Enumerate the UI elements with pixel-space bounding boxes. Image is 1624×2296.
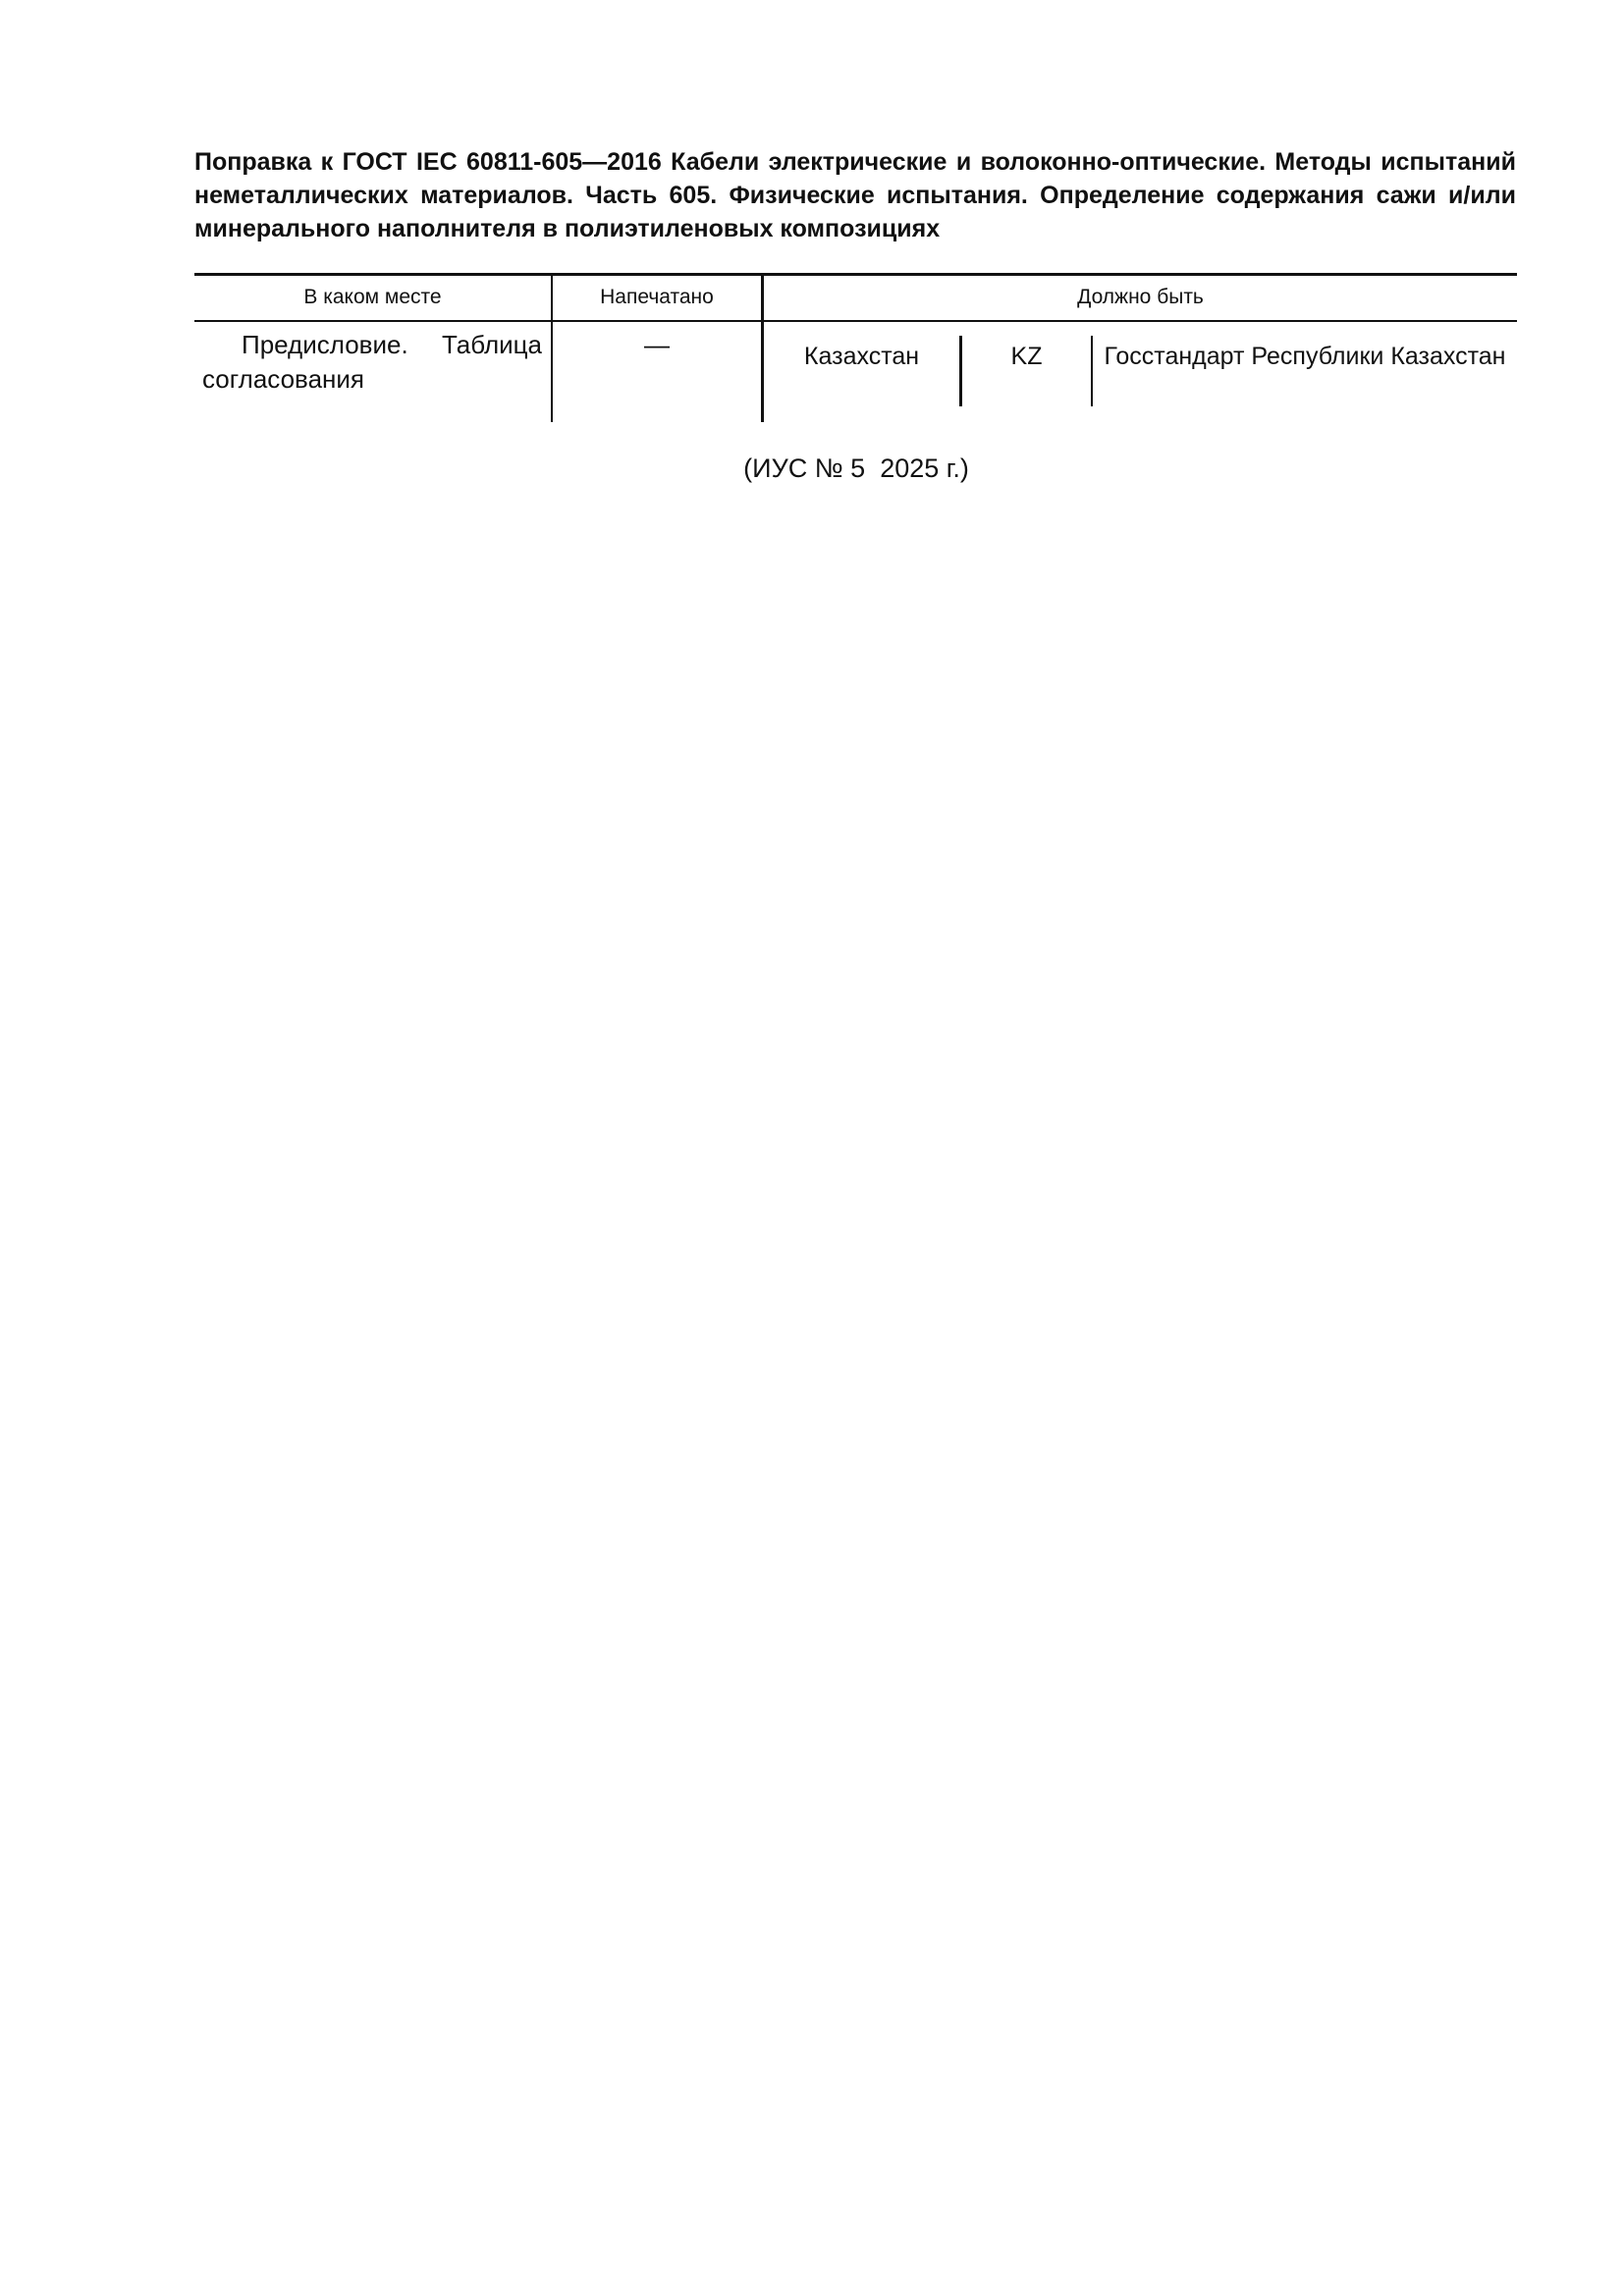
header-where: В каком месте: [303, 286, 442, 308]
cell-printed: —: [644, 330, 670, 359]
page-title: Поправка к ГОСТ IEC 60811-605—2016 Кабели электрические и волоконно-оптические. Методы испытаний неметаллических материалов. Часть 605. Физические испытания. Определение содержания сажи и/или минерального наполнителя в полиэтиленовых композициях: [194, 148, 1516, 242]
cell-country: Казахстан: [803, 343, 920, 370]
table-top-rule: [194, 273, 1517, 276]
ius-reference: (ИУС № 5 2025 г.): [743, 454, 969, 483]
header-printed: Напечатано: [600, 286, 714, 308]
amendment-table: [194, 273, 1517, 422]
cell-country-code: KZ: [1010, 343, 1043, 370]
header-should-be: Должно быть: [1077, 286, 1204, 308]
table-header-rule: [194, 320, 1517, 322]
cell-standards-body: Госстандарт Республики Казахстан: [1104, 343, 1506, 370]
cell-where: Предисловие. Таблица согласования: [202, 330, 542, 394]
